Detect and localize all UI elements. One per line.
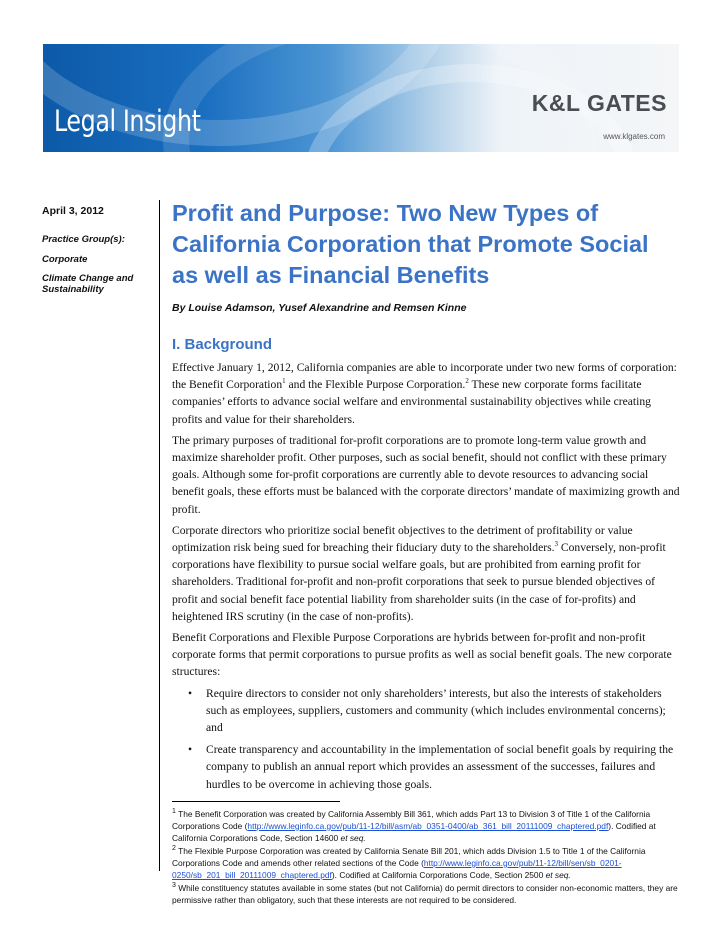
header-banner — [43, 44, 679, 152]
paragraph: Corporate directors who prioritize social benefit objectives to the detriment of profitability or value optimization risk being sued for breaching their fiduciary duty to the shareholders.$^3$ Conversely, non-profit corporations have flexibility to pursue social welfare goals, but are prohibited from earning profit for shareholders. Traditional for-profit and non-profit corporations that seek to pursue blended objectives of profit and social benefit face potential liability from shareholder suits (in the case of for-profits) and heightened IRS scrutiny (in the case of non-profits). — [172, 523, 666, 623]
footnote: $^1$ The Benefit Corporation was created by California Assembly Bill 361, which adds Part 13 to Division 3 of Title 1 of the California Corporations Code (http://www.leginfo.ca.gov/pub/11-12/bill/asm/ab_0351-0400/ab_361_bill_20111009_chaptered.pdf). Codified at California Corporations Code, Section 14600 et seq. — [172, 808, 656, 843]
bullet-icon: • — [188, 743, 193, 757]
footnote-ref[interactable]: 2 — [465, 377, 469, 386]
practice-group-item: Climate Change and Sustainability — [42, 273, 134, 295]
bullet-icon: • — [188, 686, 193, 700]
article-authors: By Louise Adamson, Yusef Alexandrine and Remsen Kinne — [172, 302, 467, 314]
footnote-ref[interactable]: 1 — [282, 377, 286, 386]
bullet-list — [172, 685, 680, 793]
publication-title: Legal Insight — [54, 104, 201, 138]
footnote-ref[interactable]: 3 — [554, 540, 558, 549]
practice-group-label: Practice Group(s): — [42, 234, 125, 245]
column-divider — [159, 200, 160, 871]
article-title: Profit and Purpose: Two New Types of California Corporation that Promote Social as well as Financial Benefits — [172, 200, 649, 288]
sidebar — [42, 205, 154, 303]
firm-logo: K&L GATES — [531, 90, 667, 116]
footnote: $^3$ While constituency statutes available in some states (but not California) do permit directors to consider non-economic matters, they are permissive rather than obligatory, such that these interests are not required to be considered. — [172, 882, 678, 905]
footnote-separator — [172, 801, 340, 802]
article — [172, 198, 680, 907]
list-item: • Require directors to consider not only shareholders’ interests, but also the interests of stakeholders such as employees, suppliers, customers and community (which includes environmental concerns); and — [188, 686, 666, 735]
paragraph: Effective January 1, 2012, California companies are able to incorporate under two new forms of corporation: the Benefit Corporation$^1$ and the Flexible Purpose Corporation.$^2$ These new corporate forms facilitate companies’ efforts to advance social welfare and environmental sustainability objectives while creating profits and value for their shareholders. — [172, 361, 677, 426]
firm-url[interactable]: www.klgates.com — [603, 132, 665, 141]
footnote: $^2$ The Flexible Purpose Corporation was created by California Senate Bill 201, which adds Division 1.5 to Title 1 of the California Corporations Code and amends other related sections of the Code (http://www.leginfo.ca.gov/pub/11-12/bill/sen/sb_0201-0250/sb_201_bill_20111009_chaptered.pdf). Codified at California Corporations Code, Section 2500 et seq. — [172, 845, 646, 880]
publication-date: April 3, 2012 — [42, 205, 104, 217]
footnote-link[interactable]: http://www.leginfo.ca.gov/pub/11-12/bill/asm/ab_0351-0400/ab_361_bill_20111009_chaptered.pdf — [247, 820, 609, 831]
section-heading: I. Background — [172, 336, 273, 353]
footnote-link[interactable]: http://www.leginfo.ca.gov/pub/11-12/bill/sen/sb_0201-0250/sb_201_bill_20111009_chaptered.pdf — [172, 857, 622, 880]
paragraph: Benefit Corporations and Flexible Purpose Corporations are hybrids between for-profit and non-profit corporate forms that permit corporations to pursue profits as well as social benefit goals. The new corporate structures: — [172, 631, 672, 679]
paragraph: The primary purposes of traditional for-profit corporations are to promote long-term value growth and maximize shareholder profit. Other purposes, such as social benefit, should not conflict with these primary goals. Although some for-profit corporations are currently able to devote resources to advancing social benefit goals, these efforts must be balanced with the corporate directors’ mandate of maximizing growth and profit. — [172, 433, 680, 516]
practice-group-item: Corporate — [42, 254, 88, 265]
list-item: • Create transparency and accountability in the implementation of social benefit goals by requiring the company to publish an annual report which provides an assessment of the successes, failures and hurdles to be overcome in achieving those goals. — [188, 743, 674, 791]
